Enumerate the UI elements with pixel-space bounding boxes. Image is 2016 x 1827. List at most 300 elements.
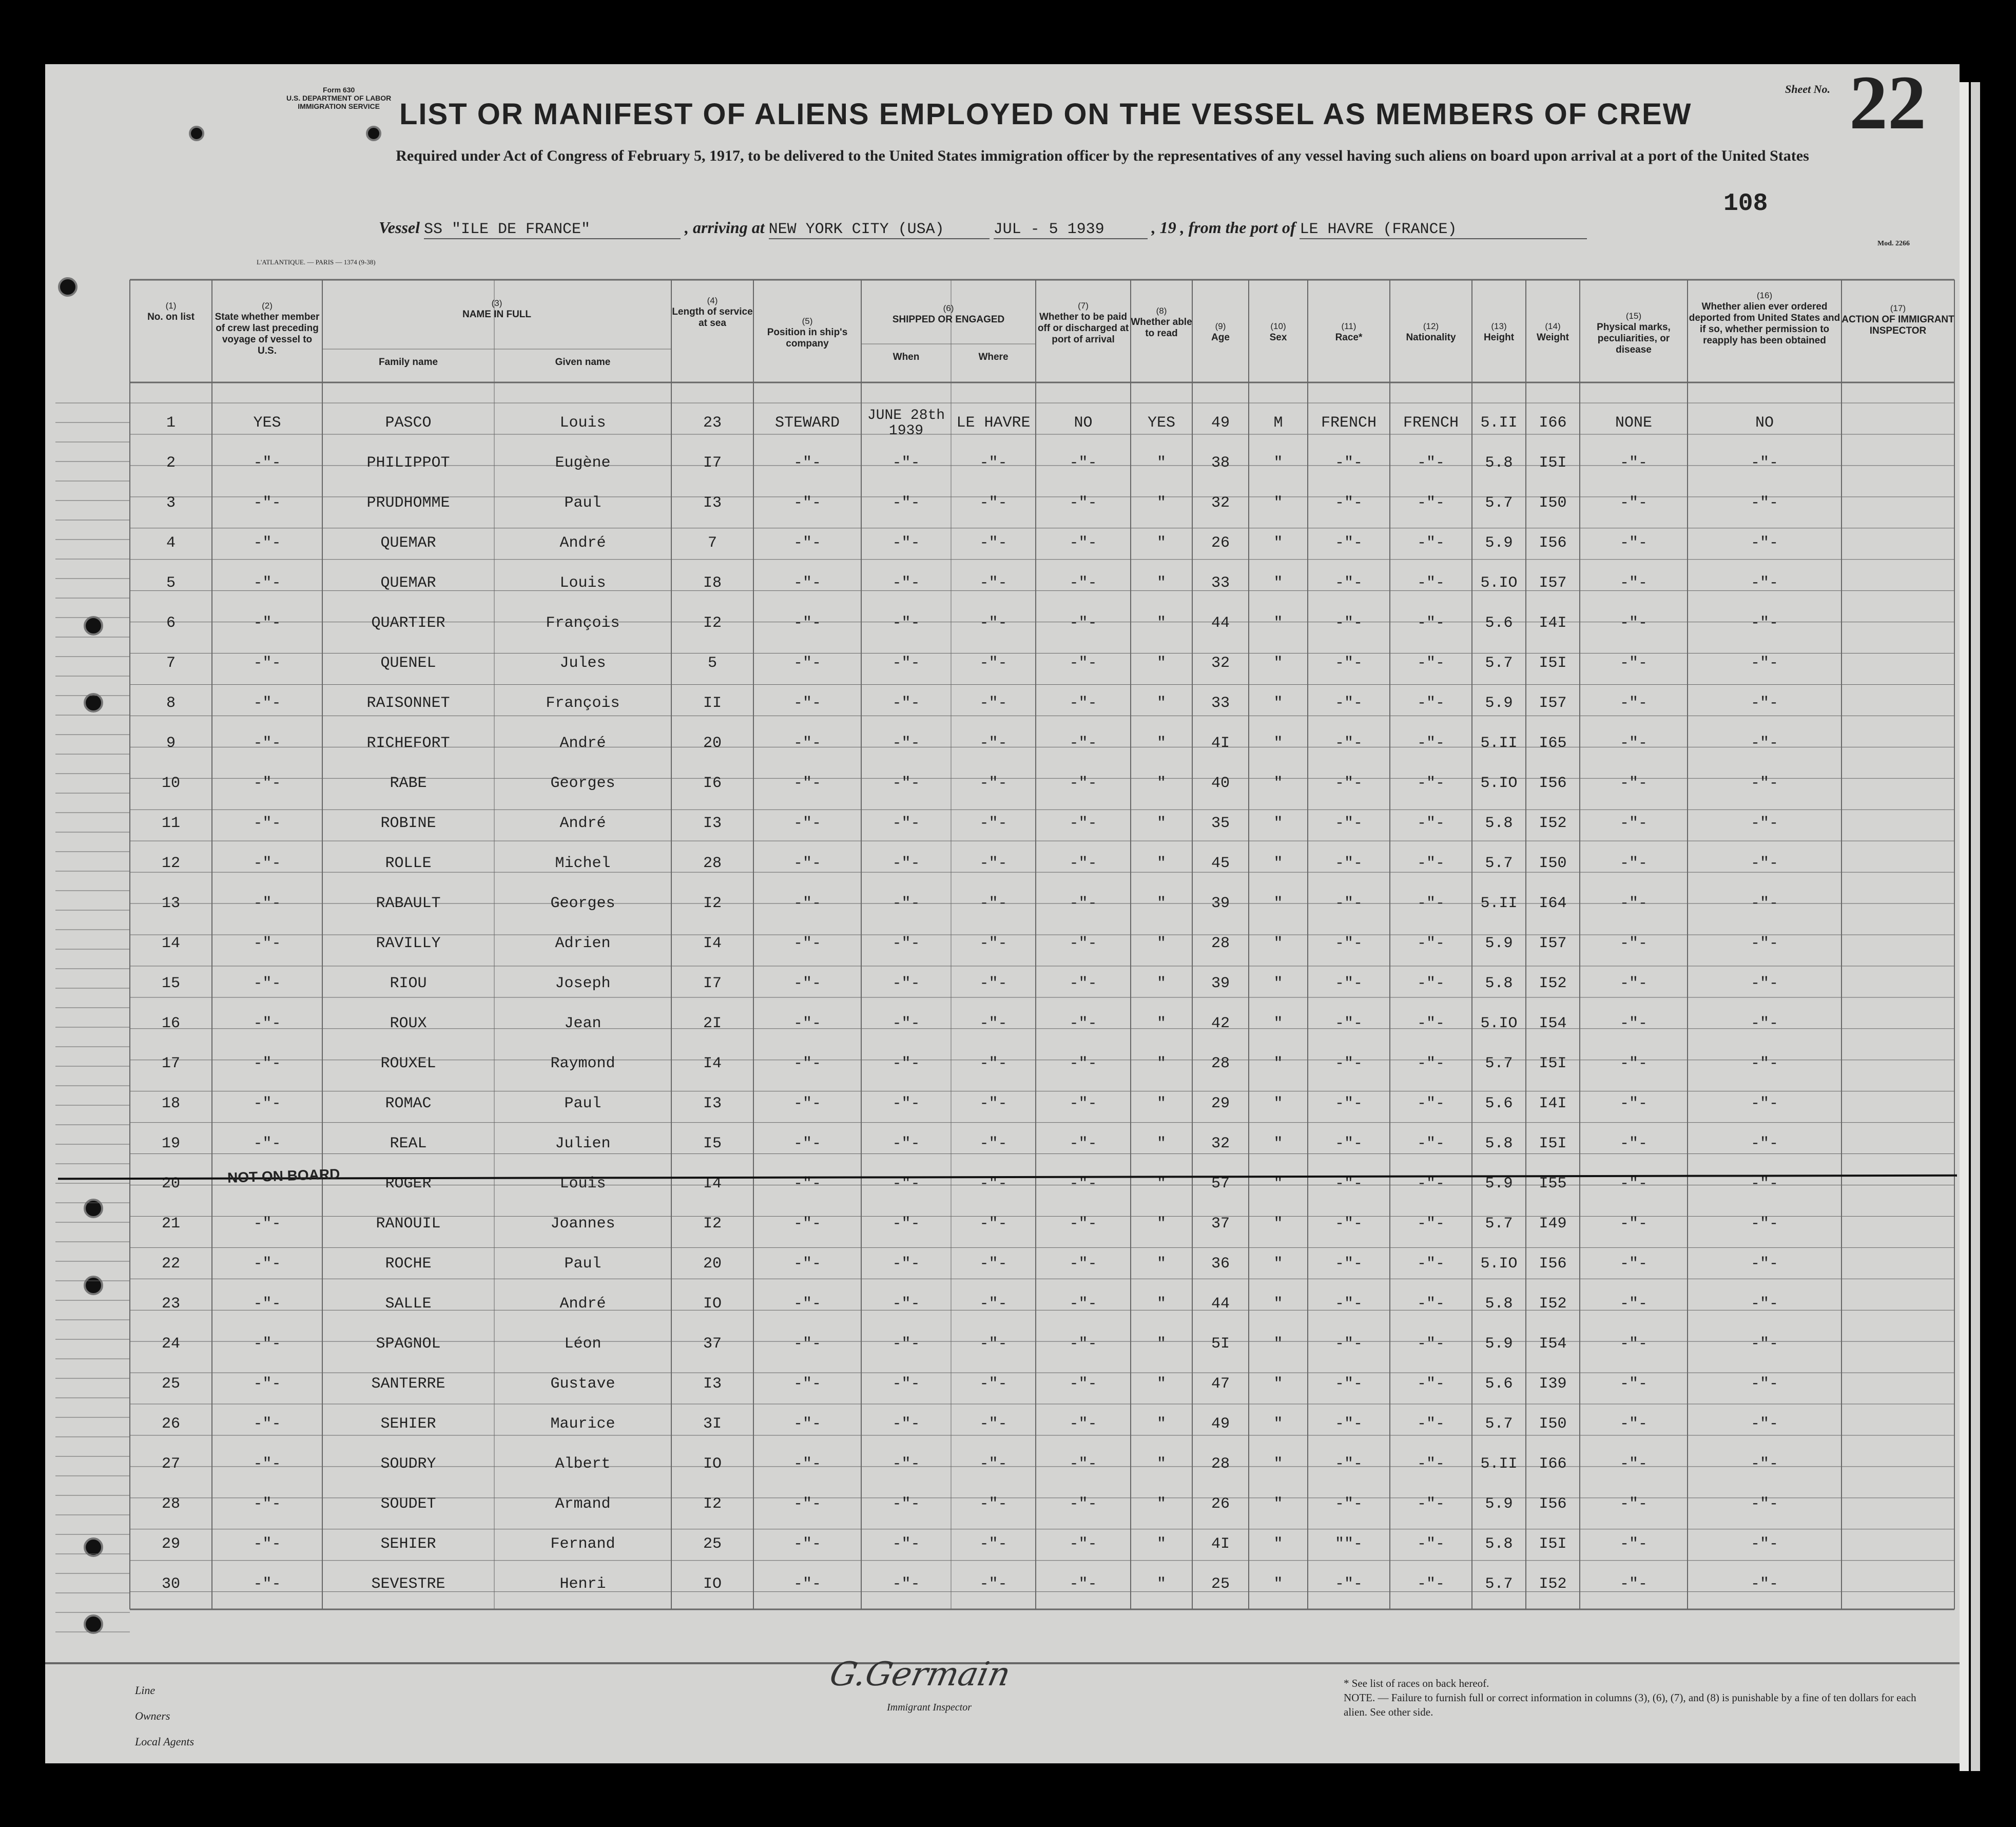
cell-paid: NO xyxy=(1074,414,1093,432)
cell-height: 5.9 xyxy=(1485,695,1513,712)
cell-deported: -"- xyxy=(1750,1015,1778,1032)
cell-race: -"- xyxy=(1334,935,1363,952)
cell-given: André xyxy=(559,534,606,552)
cell-weight: I57 xyxy=(1539,574,1567,592)
cell-given: Louis xyxy=(559,574,606,592)
cell-prev: -"- xyxy=(253,655,281,672)
cell-no: 13 xyxy=(161,895,180,912)
cell-no: 6 xyxy=(166,614,176,632)
cell-when: -"- xyxy=(892,1375,920,1393)
column-number: (13) xyxy=(1491,321,1507,331)
cell-weight: I5I xyxy=(1539,454,1567,472)
cell-where: -"- xyxy=(979,574,1007,592)
cell-read: " xyxy=(1156,935,1166,952)
cell-sex: " xyxy=(1273,1255,1283,1273)
cell-race: -"- xyxy=(1334,735,1363,752)
cell-weight: I4I xyxy=(1539,614,1567,632)
cell-service: I4 xyxy=(703,935,722,952)
cell-paid: -"- xyxy=(1069,1215,1097,1233)
cell-given: Paul xyxy=(564,1095,602,1112)
cell-read: " xyxy=(1156,454,1166,472)
sheet-number: 22 xyxy=(1849,60,1926,145)
cell-paid: -"- xyxy=(1069,1415,1097,1433)
table-row xyxy=(45,1364,1960,1404)
cell-service: I2 xyxy=(703,614,722,632)
cell-given: Maurice xyxy=(550,1415,615,1433)
cell-position: -"- xyxy=(793,494,821,512)
cell-age: 37 xyxy=(1211,1215,1230,1233)
cell-deported: -"- xyxy=(1750,775,1778,792)
cell-prev: -"- xyxy=(253,1575,281,1593)
cell-where: -"- xyxy=(979,1295,1007,1313)
cell-read: " xyxy=(1156,1175,1166,1193)
cell-sex: " xyxy=(1273,1455,1283,1473)
cell-read: " xyxy=(1156,1215,1166,1233)
cell-paid: -"- xyxy=(1069,494,1097,512)
cell-deported: -"- xyxy=(1750,975,1778,992)
cell-paid: -"- xyxy=(1069,695,1097,712)
cell-weight: I52 xyxy=(1539,1575,1567,1593)
table-row xyxy=(45,603,1960,643)
cell-read: " xyxy=(1156,815,1166,832)
cell-prev: -"- xyxy=(253,815,281,832)
cell-age: 26 xyxy=(1211,1495,1230,1513)
races-note: * See list of races on back hereof. xyxy=(1344,1677,1489,1689)
cell-age: 39 xyxy=(1211,975,1230,992)
cell-prev: -"- xyxy=(253,1095,281,1112)
cell-age: 25 xyxy=(1211,1575,1230,1593)
cell-family: PASCO xyxy=(385,414,432,432)
cell-prev: -"- xyxy=(253,574,281,592)
cell-where: -"- xyxy=(979,775,1007,792)
cell-sex: " xyxy=(1273,494,1283,512)
cell-where: -"- xyxy=(979,1255,1007,1273)
cell-no: 19 xyxy=(161,1135,180,1152)
cell-nationality: -"- xyxy=(1417,494,1445,512)
column-number: (7) xyxy=(1078,301,1089,311)
cell-height: 5.8 xyxy=(1485,1535,1513,1553)
cell-race: -"- xyxy=(1334,1255,1363,1273)
cell-age: 32 xyxy=(1211,494,1230,512)
cell-deported: NO xyxy=(1755,414,1774,432)
cell-nationality: -"- xyxy=(1417,1415,1445,1433)
cell-height: 5.9 xyxy=(1485,534,1513,552)
cell-sex: " xyxy=(1273,855,1283,872)
cell-when: -"- xyxy=(892,975,920,992)
cell-read: " xyxy=(1156,855,1166,872)
cell-age: 28 xyxy=(1211,935,1230,952)
cell-paid: -"- xyxy=(1069,1015,1097,1032)
header-able-to-read xyxy=(1131,305,1192,339)
cell-marks: -"- xyxy=(1619,534,1647,552)
cell-no: 2 xyxy=(166,454,176,472)
cell-no: 21 xyxy=(161,1215,180,1233)
cell-marks: -"- xyxy=(1619,1095,1647,1112)
header-weight xyxy=(1526,321,1580,343)
cell-paid: -"- xyxy=(1069,975,1097,992)
cell-weight: I57 xyxy=(1539,935,1567,952)
inspector-signature: G.Germain xyxy=(826,1656,1014,1694)
cell-read: " xyxy=(1156,655,1166,672)
column-number: (11) xyxy=(1341,321,1356,331)
cell-prev: -"- xyxy=(253,454,281,472)
cell-position: -"- xyxy=(793,1495,821,1513)
cell-age: 38 xyxy=(1211,454,1230,472)
cell-prev: -"- xyxy=(253,534,281,552)
cell-sex: " xyxy=(1273,1415,1283,1433)
cell-height: 5.7 xyxy=(1485,1575,1513,1593)
column-label: Nationality xyxy=(1406,332,1456,343)
cell-read: " xyxy=(1156,534,1166,552)
cell-given: Gustave xyxy=(550,1375,615,1393)
cell-service: II xyxy=(703,695,722,712)
cell-position: -"- xyxy=(793,1095,821,1112)
header-previous-voyage xyxy=(212,300,322,357)
cell-position: -"- xyxy=(793,1455,821,1473)
cell-where: -"- xyxy=(979,534,1007,552)
cell-nationality: -"- xyxy=(1417,1495,1445,1513)
cell-service: I3 xyxy=(703,1095,722,1112)
column-number: (6) xyxy=(943,303,954,313)
cell-weight: I50 xyxy=(1539,855,1567,872)
cell-family: ROGER xyxy=(385,1175,432,1193)
cell-service: I8 xyxy=(703,574,722,592)
cell-sex: " xyxy=(1273,1015,1283,1032)
cell-height: 5.6 xyxy=(1485,1095,1513,1112)
cell-given: Albert xyxy=(555,1455,611,1473)
cell-when: -"- xyxy=(892,775,920,792)
cell-family: RANOUIL xyxy=(376,1215,441,1233)
cell-no: 18 xyxy=(161,1095,180,1112)
cell-where: -"- xyxy=(979,735,1007,752)
cell-when: -"- xyxy=(892,1215,920,1233)
cell-race: -"- xyxy=(1334,1375,1363,1393)
cell-paid: -"- xyxy=(1069,1495,1097,1513)
cell-given: André xyxy=(559,1295,606,1313)
cell-sex: " xyxy=(1273,1295,1283,1313)
cell-read: " xyxy=(1156,1335,1166,1353)
cell-read: YES xyxy=(1147,414,1175,432)
cell-age: 49 xyxy=(1211,1415,1230,1433)
department-name: U.S. DEPARTMENT OF LABOR xyxy=(286,94,392,102)
cell-race: -"- xyxy=(1334,655,1363,672)
cell-marks: -"- xyxy=(1619,1575,1647,1593)
cell-sex: " xyxy=(1273,1535,1283,1553)
cell-sex: " xyxy=(1273,1175,1283,1193)
cell-where: -"- xyxy=(979,815,1007,832)
cell-family: QUARTIER xyxy=(371,614,445,632)
cell-height: 5.7 xyxy=(1485,655,1513,672)
cell-sex: " xyxy=(1273,975,1283,992)
cell-position: STEWARD xyxy=(774,414,840,432)
cell-height: 5.9 xyxy=(1485,1495,1513,1513)
cell-given: Eugène xyxy=(555,454,611,472)
cell-sex: " xyxy=(1273,775,1283,792)
cell-service: I7 xyxy=(703,454,722,472)
column-number: (5) xyxy=(802,316,813,326)
cell-family: ROUXEL xyxy=(380,1055,436,1072)
year-label: , 19 xyxy=(1151,218,1176,237)
column-label: State whether member of crew last preceding voyage of vessel to U.S. xyxy=(215,312,320,356)
column-number: (16) xyxy=(1756,291,1773,300)
cell-no: 16 xyxy=(161,1015,180,1032)
cell-where: -"- xyxy=(979,855,1007,872)
cell-weight: I50 xyxy=(1539,1415,1567,1433)
table-row xyxy=(45,1324,1960,1364)
cell-given: Jean xyxy=(564,1015,602,1032)
cell-family: ROUX xyxy=(390,1015,427,1032)
cell-when: -"- xyxy=(892,1295,920,1313)
cell-read: " xyxy=(1156,975,1166,992)
cell-when: -"- xyxy=(892,1495,920,1513)
cell-deported: -"- xyxy=(1750,1495,1778,1513)
cell-position: -"- xyxy=(793,1535,821,1553)
cell-position: -"- xyxy=(793,655,821,672)
cell-nationality: -"- xyxy=(1417,614,1445,632)
table-row xyxy=(45,1404,1960,1444)
table-row xyxy=(45,1204,1960,1244)
cell-given: Georges xyxy=(550,775,615,792)
cell-nationality: -"- xyxy=(1417,775,1445,792)
cell-no: 29 xyxy=(161,1535,180,1553)
cell-position: -"- xyxy=(793,975,821,992)
cell-marks: -"- xyxy=(1619,614,1647,632)
cell-deported: -"- xyxy=(1750,1255,1778,1273)
cell-race: -"- xyxy=(1334,1295,1363,1313)
cell-age: 44 xyxy=(1211,1295,1230,1313)
cell-position: -"- xyxy=(793,1575,821,1593)
cell-nationality: -"- xyxy=(1417,1095,1445,1112)
cell-family: SOUDET xyxy=(380,1495,436,1513)
column-label: Physical marks, peculiarities, or disease xyxy=(1597,322,1671,355)
cell-service: I7 xyxy=(703,975,722,992)
cell-nationality: -"- xyxy=(1417,975,1445,992)
cell-position: -"- xyxy=(793,1255,821,1273)
cell-race: -"- xyxy=(1334,1215,1363,1233)
cell-position: -"- xyxy=(793,1055,821,1072)
cell-position: -"- xyxy=(793,1335,821,1353)
cell-race: -"- xyxy=(1334,574,1363,592)
cell-marks: -"- xyxy=(1619,775,1647,792)
cell-prev: -"- xyxy=(253,735,281,752)
cell-sex: " xyxy=(1273,655,1283,672)
cell-weight: I64 xyxy=(1539,895,1567,912)
column-label: Whether able to read xyxy=(1131,317,1192,339)
cell-given: Louis xyxy=(559,1175,606,1193)
cell-age: 40 xyxy=(1211,775,1230,792)
cell-deported: -"- xyxy=(1750,815,1778,832)
cell-deported: -"- xyxy=(1750,855,1778,872)
cell-prev: -"- xyxy=(253,1495,281,1513)
cell-deported: -"- xyxy=(1750,454,1778,472)
cell-nationality: -"- xyxy=(1417,1455,1445,1473)
cell-race: -"- xyxy=(1334,1455,1363,1473)
cell-sex: " xyxy=(1273,1375,1283,1393)
cell-deported: -"- xyxy=(1750,1095,1778,1112)
cell-race: -"- xyxy=(1334,975,1363,992)
cell-read: " xyxy=(1156,1015,1166,1032)
cell-age: 45 xyxy=(1211,855,1230,872)
column-label: Where xyxy=(978,352,1009,362)
cell-where: -"- xyxy=(979,1575,1007,1593)
table-row xyxy=(45,1284,1960,1324)
cell-paid: -"- xyxy=(1069,895,1097,912)
column-label: ACTION OF IMMIGRANT INSPECTOR xyxy=(1841,314,1954,336)
cell-weight: I66 xyxy=(1539,1455,1567,1473)
column-number: (12) xyxy=(1423,321,1439,331)
cell-given: François xyxy=(546,695,620,712)
cell-prev: -"- xyxy=(253,1415,281,1433)
header-name-in-full xyxy=(322,298,671,320)
cell-sex: " xyxy=(1273,735,1283,752)
header-given-name xyxy=(494,357,671,368)
cell-given: André xyxy=(559,735,606,752)
cell-given: Joannes xyxy=(550,1215,615,1233)
cell-race: -"- xyxy=(1334,1095,1363,1112)
cell-given: François xyxy=(546,614,620,632)
printer-note: L'ATLANTIQUE. — PARIS — 1374 (9-38) xyxy=(257,258,376,266)
cell-no: 15 xyxy=(161,975,180,992)
cell-when: -"- xyxy=(892,1095,920,1112)
cell-height: 5.6 xyxy=(1485,614,1513,632)
cell-paid: -"- xyxy=(1069,1335,1097,1353)
cell-weight: I5I xyxy=(1539,1535,1567,1553)
cell-paid: -"- xyxy=(1069,735,1097,752)
cell-when: -"- xyxy=(892,614,920,632)
table-row xyxy=(45,964,1960,1004)
cell-where: -"- xyxy=(979,1415,1007,1433)
cell-read: " xyxy=(1156,1055,1166,1072)
cell-read: " xyxy=(1156,1535,1166,1553)
cell-given: Fernand xyxy=(550,1535,615,1553)
column-label: Sex xyxy=(1269,332,1287,343)
cell-where: -"- xyxy=(979,895,1007,912)
cell-service: 20 xyxy=(703,735,722,752)
cell-marks: -"- xyxy=(1619,735,1647,752)
cell-weight: I5I xyxy=(1539,1055,1567,1072)
cell-marks: -"- xyxy=(1619,1015,1647,1032)
cell-age: 4I xyxy=(1211,1535,1230,1553)
cell-race: FRENCH xyxy=(1321,414,1377,432)
cell-given: Paul xyxy=(564,494,602,512)
cell-race: -"- xyxy=(1334,1575,1363,1593)
cell-family: PRUDHOMME xyxy=(366,494,450,512)
cell-age: 44 xyxy=(1211,614,1230,632)
cell-position: -"- xyxy=(793,855,821,872)
cell-where: -"- xyxy=(979,1535,1007,1553)
column-number: (4) xyxy=(707,296,718,305)
cell-where: -"- xyxy=(979,1335,1007,1353)
cell-sex: " xyxy=(1273,1055,1283,1072)
cell-no: 14 xyxy=(161,935,180,952)
header-deported xyxy=(1688,290,1841,347)
cell-where: -"- xyxy=(979,1215,1007,1233)
cell-sex: " xyxy=(1273,534,1283,552)
cell-when: -"- xyxy=(892,855,920,872)
table-row xyxy=(45,1564,1960,1604)
cell-race: -"- xyxy=(1334,695,1363,712)
column-label: Given name xyxy=(555,357,611,368)
cell-service: I6 xyxy=(703,775,722,792)
table-row xyxy=(45,683,1960,723)
local-agents-label: Local Agents xyxy=(135,1735,195,1748)
cell-height: 5.7 xyxy=(1485,494,1513,512)
arriving-label: , arriving at xyxy=(685,218,765,237)
cell-no: 20 xyxy=(161,1175,180,1193)
departure-port: LE HAVRE (FRANCE) xyxy=(1300,221,1587,239)
cell-nationality: -"- xyxy=(1417,695,1445,712)
cell-deported: -"- xyxy=(1750,695,1778,712)
cell-position: -"- xyxy=(793,895,821,912)
cell-deported: -"- xyxy=(1750,574,1778,592)
cell-deported: -"- xyxy=(1750,1455,1778,1473)
table-row xyxy=(45,563,1960,603)
header-length-of-service xyxy=(671,295,753,329)
column-label: Position in ship's company xyxy=(767,327,848,349)
cell-family: RAVILLY xyxy=(376,935,441,952)
cell-position: -"- xyxy=(793,534,821,552)
table-row xyxy=(45,1124,1960,1164)
cell-service: I3 xyxy=(703,1375,722,1393)
cell-marks: -"- xyxy=(1619,454,1647,472)
cell-age: 47 xyxy=(1211,1375,1230,1393)
cell-no: 1 xyxy=(166,414,176,432)
cell-given: Georges xyxy=(550,895,615,912)
column-label: Height xyxy=(1483,332,1515,343)
subtitle: Required under Act of Congress of February 5, 1917, to be delivered to the United States immigration officer by the representatives of any vessel having such aliens on board upon arrival at a port of the United States xyxy=(396,147,1809,164)
cell-prev: -"- xyxy=(253,1455,281,1473)
from-label: , from the port of xyxy=(1180,218,1296,237)
cell-read: " xyxy=(1156,1575,1166,1593)
cell-marks: -"- xyxy=(1619,1415,1647,1433)
cell-position: -"- xyxy=(793,735,821,752)
cell-height: 5.7 xyxy=(1485,855,1513,872)
column-label: NAME IN FULL xyxy=(462,309,532,320)
cell-paid: -"- xyxy=(1069,1175,1097,1193)
cell-nationality: -"- xyxy=(1417,454,1445,472)
cell-sex: " xyxy=(1273,614,1283,632)
table-row xyxy=(45,723,1960,763)
cell-marks: -"- xyxy=(1619,1055,1647,1072)
manifest-sheet xyxy=(45,60,1960,1763)
table-row xyxy=(45,483,1960,523)
cell-height: 5.6 xyxy=(1485,1375,1513,1393)
cell-family: RABAULT xyxy=(376,895,441,912)
cell-family: ROBINE xyxy=(380,815,436,832)
cell-prev: -"- xyxy=(253,1335,281,1353)
header-shipped-or-engaged xyxy=(861,303,1036,325)
cell-prev: -"- xyxy=(253,1135,281,1152)
cell-marks: NONE xyxy=(1615,414,1652,432)
cell-read: " xyxy=(1156,1455,1166,1473)
cell-where: -"- xyxy=(979,1015,1007,1032)
vessel-label: Vessel xyxy=(379,218,420,237)
cell-deported: -"- xyxy=(1750,655,1778,672)
cell-nationality: -"- xyxy=(1417,1055,1445,1072)
cell-race: -"- xyxy=(1334,454,1363,472)
cell-prev: -"- xyxy=(253,775,281,792)
cell-sex: " xyxy=(1273,1135,1283,1152)
cell-marks: -"- xyxy=(1619,1335,1647,1353)
cell-family: ROLLE xyxy=(385,855,432,872)
cell-age: 42 xyxy=(1211,1015,1230,1032)
cell-nationality: -"- xyxy=(1417,1295,1445,1313)
cell-where: -"- xyxy=(979,1375,1007,1393)
cell-no: 3 xyxy=(166,494,176,512)
cell-sex: " xyxy=(1273,935,1283,952)
cell-given: Michel xyxy=(555,855,611,872)
cell-position: -"- xyxy=(793,614,821,632)
